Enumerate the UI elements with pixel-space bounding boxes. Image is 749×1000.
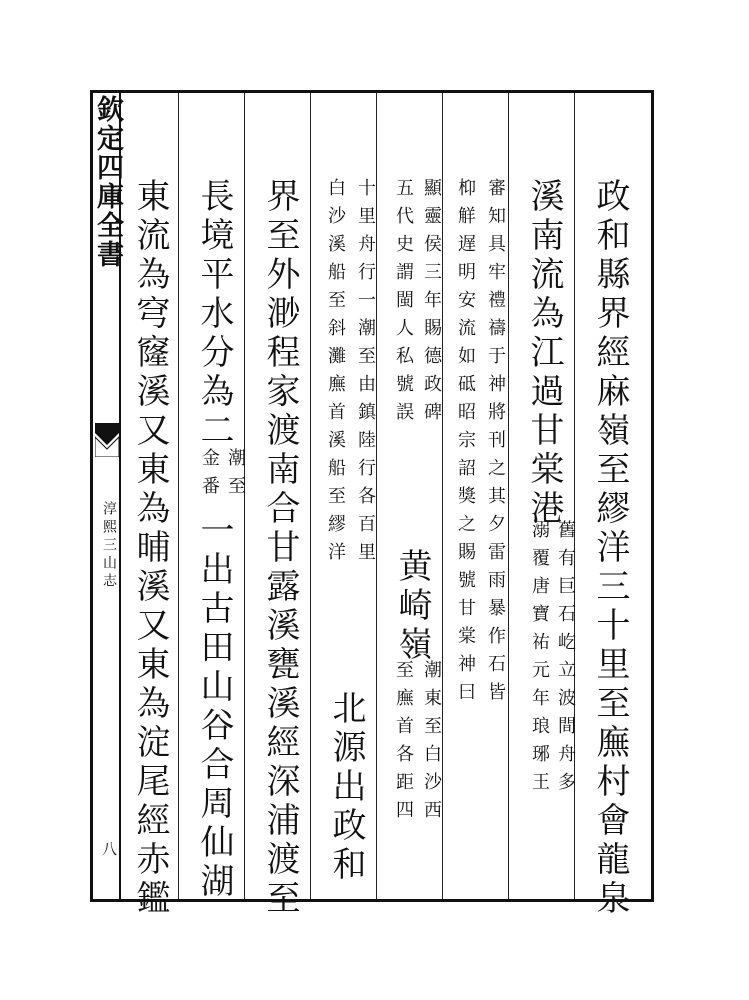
annotation-left: 溺覆唐寶祐元年琅琊王 — [529, 520, 550, 800]
annotation-left: 金番 — [199, 448, 220, 504]
column-divider — [508, 93, 509, 899]
column-divider — [310, 93, 311, 899]
annotation-left: 枊觧遅明安流如砥昭宗詔獎之賜號甘棠神曰 — [455, 178, 476, 710]
annotation-right: 潮至 — [225, 448, 246, 504]
column-divider — [178, 93, 179, 899]
annotation-left: 至廡首各距四 — [393, 660, 414, 828]
text-column-8: 東流為穹窿溪又東為晡溪又東為淀尾經赤鑑 — [130, 178, 170, 919]
fish-tail-mark-icon — [95, 423, 119, 457]
text-column-2: 溪南流為江過甘棠港 — [524, 178, 564, 529]
annotation-right: 顯靈侯三年賜德政碑 — [421, 178, 442, 430]
annotation-right: 十里舟行一潮至由鎮陸行各百里 — [355, 178, 376, 570]
page-number: 八 — [100, 841, 118, 856]
annotation-right: 潮東至白沙西 — [421, 660, 442, 828]
volume-title: 淳熙三山志 — [101, 501, 117, 591]
text-column-7-part1: 長境平水分為二 — [194, 178, 234, 451]
text-column-5-main: 北源出政和 — [326, 690, 366, 885]
page-gutter — [93, 93, 121, 899]
text-column-7-part2: 一出古田山谷合周仙湖 — [194, 512, 234, 902]
annotation-left: 五代史謂閩人私號誤 — [393, 178, 414, 430]
text-column-6: 界至外渺程家渡南合甘露溪甕溪經深浦渡至 — [260, 178, 300, 919]
annotation-left: 白沙溪船至斜灘廡首溪船至繆洋 — [325, 178, 346, 570]
annotation-right: 舊有巨石屹立波間舟多 — [555, 520, 576, 800]
text-column-4-main: 黄崎嶺 — [392, 548, 432, 665]
annotation-right: 審知具牢禮禱于神將刊之其夕雷雨暴作石皆 — [485, 178, 506, 710]
book-title: 欽定四庫全書 — [92, 95, 123, 269]
text-column-1: 政和縣界經麻嶺至繆洋三十里至廡村會龍泉 — [590, 178, 630, 919]
